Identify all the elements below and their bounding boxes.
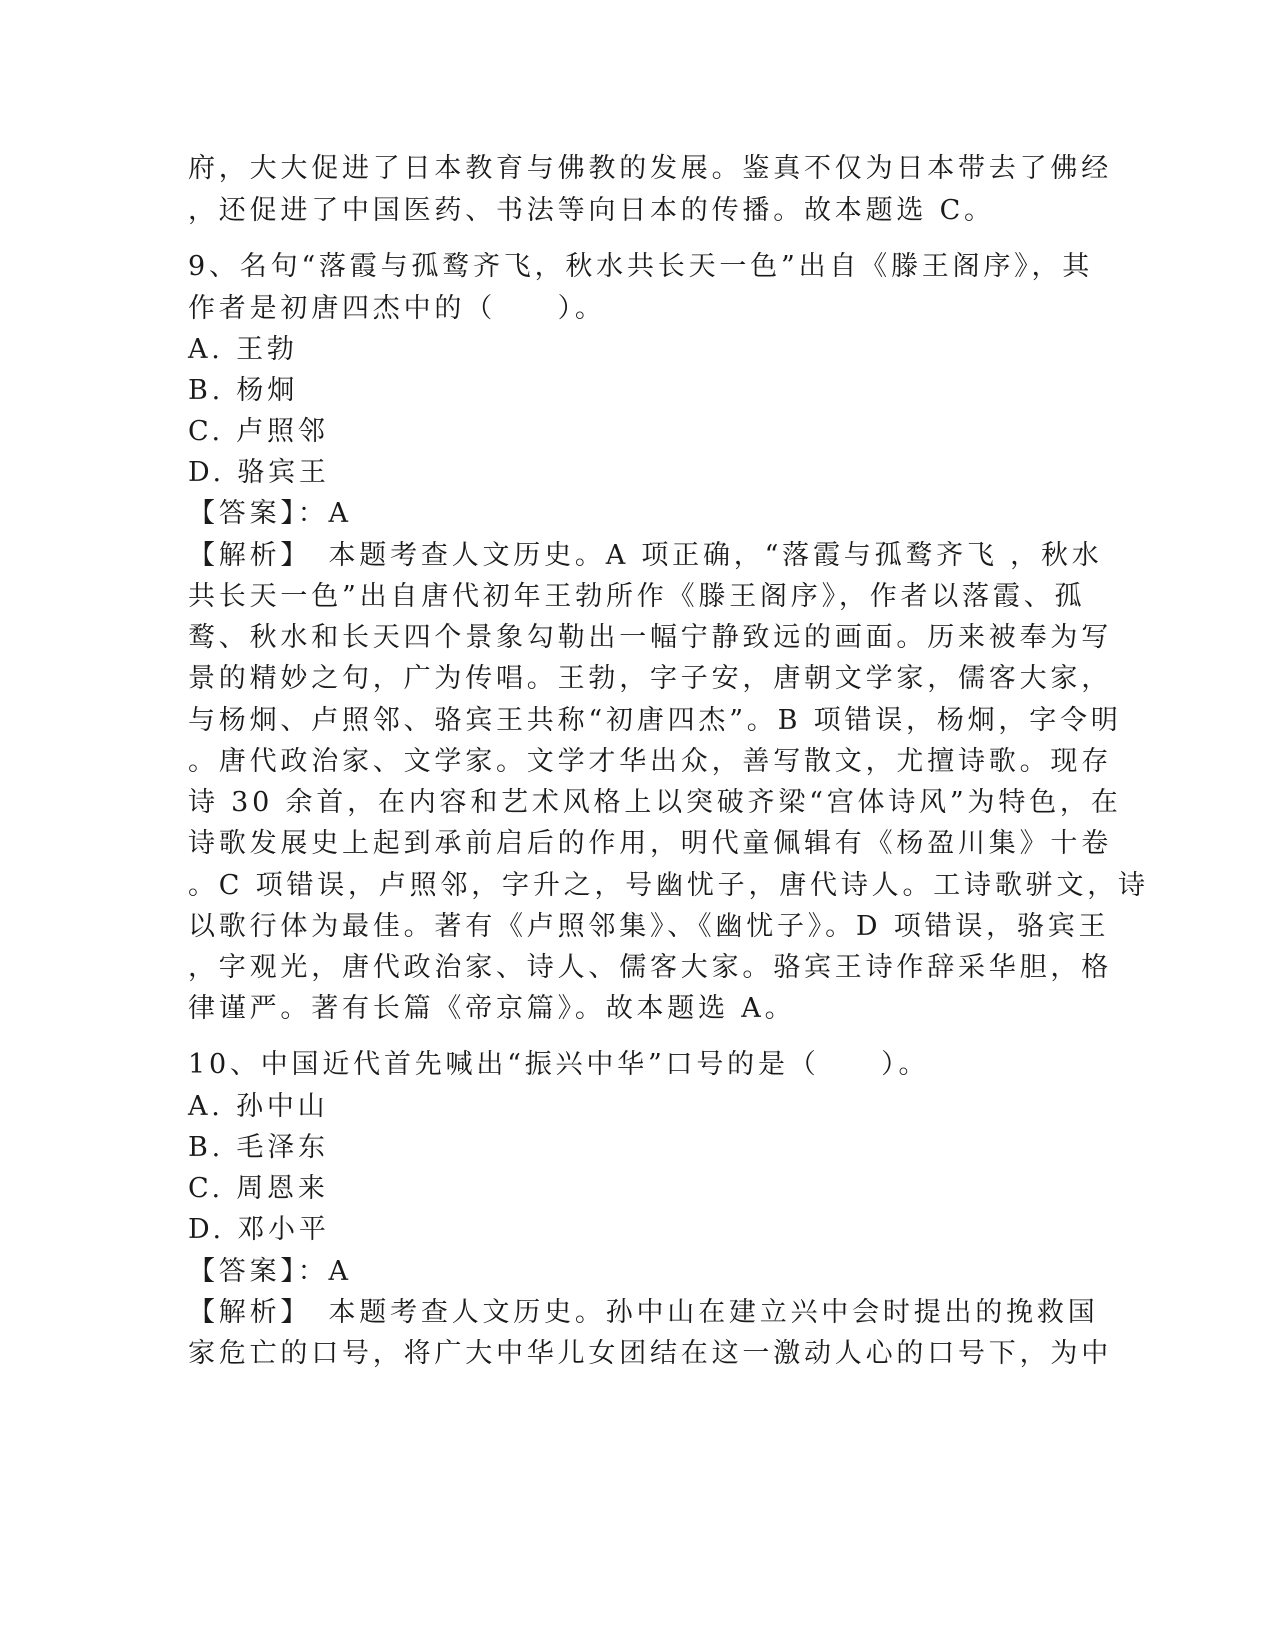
analysis-continuation-line: ，还促进了中国医药、书法等向日本的传播。故本题选 C。 <box>188 195 995 226</box>
q9-option-b: B. 杨炯 <box>188 375 299 406</box>
q9-analysis-line: 共长天一色”出自唐代初年王勃所作《滕王阁序》，作者以落霞、孤 <box>188 581 1086 612</box>
q10-option-c: C. 周恩来 <box>188 1173 329 1204</box>
q9-analysis-line: 。C 项错误，卢照邻，字升之，号幽忧子，唐代诗人。工诗歌骈文，诗 <box>188 870 1149 901</box>
analysis-continuation-line: 府，大大促进了日本教育与佛教的发展。鉴真不仅为日本带去了佛经 <box>188 153 1112 184</box>
q9-analysis-line: 鹜、秋水和长天四个景象勾勒出一幅宁静致远的画面。历来被奉为写 <box>188 622 1112 653</box>
q9-answer: 【答案】：A <box>188 498 352 529</box>
q10-analysis-line: 【解析】 本题考查人文历史。孙中山在建立兴中会时提出的挽救国 <box>188 1297 1099 1328</box>
q10-answer: 【答案】：A <box>188 1256 352 1287</box>
q9-analysis-line: ，字观光，唐代政治家、诗人、儒客大家。骆宾王诗作辞采华胆，格 <box>188 952 1112 983</box>
q9-stem-line: 作者是初唐四杰中的（ ）。 <box>188 293 606 324</box>
q9-analysis-line: 景的精妙之句，广为传唱。王勃，字子安，唐朝文学家，儒客大家， <box>188 663 1112 694</box>
q9-option-a: A. 王勃 <box>188 334 298 365</box>
q9-analysis-line: 。唐代政治家、文学家。文学才华出众，善写散文，尤擅诗歌。现存 <box>188 746 1112 777</box>
q9-stem-line: 9、名句“落霞与孤鹜齐飞，秋水共长天一色”出自《滕王阁序》，其 <box>188 251 1094 282</box>
q9-analysis-line: 与杨炯、卢照邻、骆宾王共称“初唐四杰”。B 项错误，杨炯，字令明 <box>188 705 1122 736</box>
q9-analysis-line: 诗歌发展史上起到承前启后的作用，明代童佩辑有《杨盈川集》十卷 <box>188 828 1112 859</box>
q9-analysis-line: 律谨严。著有长篇《帝京篇》。故本题选 A。 <box>188 993 796 1024</box>
q9-analysis-line: 诗 30 余首，在内容和艺术风格上以突破齐梁“宫体诗风”为特色，在 <box>188 787 1122 818</box>
q10-option-b: B. 毛泽东 <box>188 1132 329 1163</box>
q9-option-d: D. 骆宾王 <box>188 457 330 488</box>
q10-option-d: D. 邓小平 <box>188 1214 330 1245</box>
q10-option-a: A. 孙中山 <box>188 1091 329 1122</box>
q9-analysis-line: 【解析】 本题考查人文历史。A 项正确，“落霞与孤鹜齐飞 ，秋水 <box>188 540 1103 571</box>
q10-analysis-line: 家危亡的口号，将广大中华儿女团结在这一激动人心的口号下，为中 <box>188 1338 1112 1369</box>
q9-option-c: C. 卢照邻 <box>188 416 329 447</box>
q10-stem-line: 10、中国近代首先喊出“振兴中华”口号的是（ ）。 <box>188 1049 930 1080</box>
q9-analysis-line: 以歌行体为最佳。著有《卢照邻集》、《幽忧子》。D 项错误，骆宾王 <box>188 911 1110 942</box>
